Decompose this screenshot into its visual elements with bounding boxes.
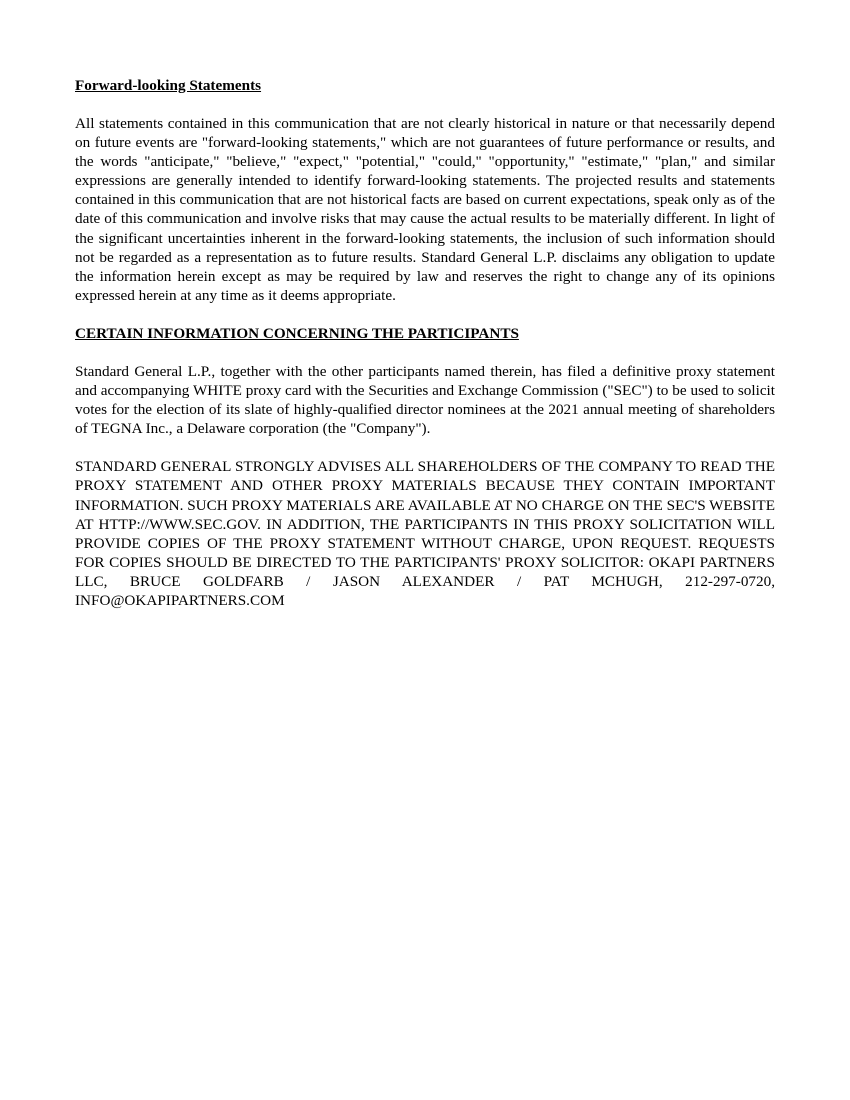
participants-paragraph: Standard General L.P., together with the other participants named therein, has filed a definitive proxy statement and accompanying WHITE proxy card with the Securities and Exchange Commission ("SEC") to be used to solicit votes for the election of its slate of highly-qualified director nominees at the 2021 annual meeting of shareholders of TEGNA Inc., a Delaware corporation (the "Company"). [75, 362, 775, 438]
advisory-paragraph: STANDARD GENERAL STRONGLY ADVISES ALL SHAREHOLDERS OF THE COMPANY TO READ THE PROXY STATEMENT AND OTHER PROXY MATERIALS BECAUSE THEY CONTAIN IMPORTANT INFORMATION. SUCH PROXY MATERIALS ARE AVAILABLE AT NO CHARGE ON THE SEC'S WEBSITE AT HTTP://WWW.SEC.GOV. IN ADDITION, THE PARTICIPANTS IN THIS PROXY SOLICITATION WILL PROVIDE COPIES OF THE PROXY STATEMENT WITHOUT CHARGE, UPON REQUEST. REQUESTS FOR COPIES SHOULD BE DIRECTED TO THE PARTICIPANTS' PROXY SOLICITOR: OKAPI PARTNERS LLC, BRUCE GOLDFARB / JASON ALEXANDER / PAT MCHUGH, 212-297-0720, INFO@OKAPIPARTNERS.COM [75, 458, 775, 609]
forward-looking-paragraph: All statements contained in this communication that are not clearly historical in nature or that necessarily depend on future events are "forward-looking statements," which are not guarantees of future performance or results, and the words "anticipate," "believe," "expect," "potential," "could," "opportunity," "estimate," "plan," and similar expressions are generally intended to identify forward-looking statements. The projected results and statements contained in this communication that are not historical facts are based on current expectations, speak only as of the date of this communication and involve risks that may cause the actual results to be materially different. In light of the significant uncertainties inherent in the forward-looking statements, the inclusion of such information should not be regarded as a representation as to future results. Standard General L.P. disclaims any obligation to update the information herein except as may be required by law and reserves the right to change any of its opinions expressed herein at any time as it deems appropriate. [75, 115, 775, 304]
document-page [75, 76, 775, 610]
participants-heading: CERTAIN INFORMATION CONCERNING THE PARTICIPANTS [75, 324, 519, 342]
forward-looking-heading: Forward-looking Statements [75, 77, 262, 94]
